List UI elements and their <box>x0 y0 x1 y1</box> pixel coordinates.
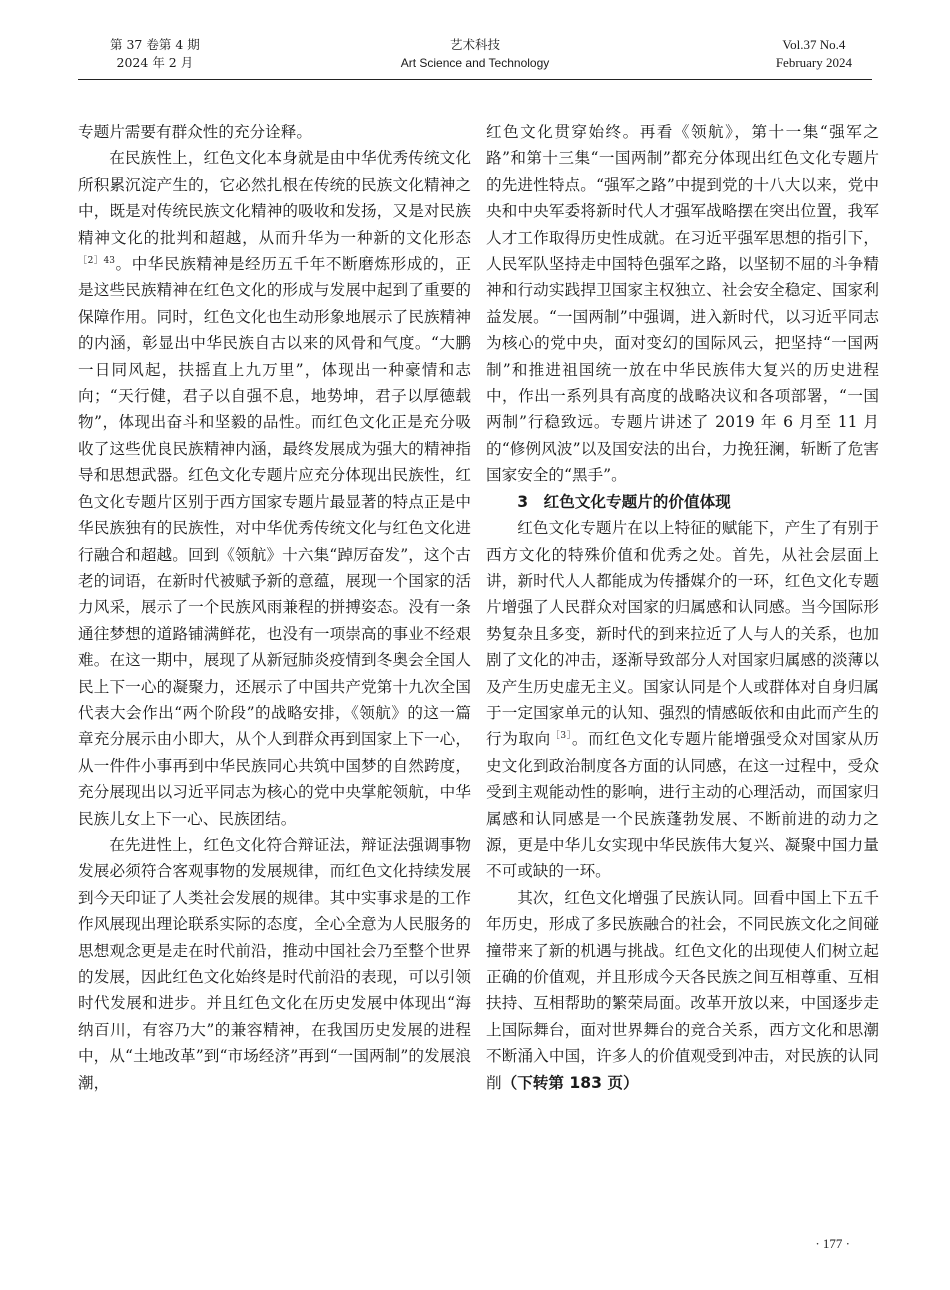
publish-date-en: February 2024 <box>775 55 852 70</box>
issue-info-en <box>776 36 852 72</box>
left-column <box>78 119 471 1096</box>
citation-ref: ［2］43 <box>78 255 115 266</box>
volume-issue: 第 37 卷第 4 期 <box>110 37 200 52</box>
publish-date-cn: 2024 年 2 月 <box>116 55 194 70</box>
journal-title-cn: 艺术科技 <box>449 37 500 52</box>
paragraph-national-identity <box>486 885 879 1096</box>
section-heading: 3 红色文化专题片的价值体现 <box>517 492 731 511</box>
paragraph-advanced-nature: 在先进性上，红色文化符合辩证法，辩证法强调事物发展必须符合客观事物的发展规律，而红色文化持续发展到今天印证了人类社会发展的规律。其中实事求是的工作作风展现出理论联系实际的态度，全心全意为人民服务的思想观念更是走在时代前沿，推动中国社会乃至整个世界的发展，因此红色文化始终是时代前沿的表现，可以引领时代发展和进步。并且红色文化在历史发展中体现出“海纳百川，有容乃大”的兼容精神，在我国历史发展的进程中，从“土地改革”到“市场经济”再到“一国两制”的发展浪潮， <box>78 835 471 1092</box>
journal-title <box>78 36 872 72</box>
paragraph: 专题片需要有群众性的充分诠释。 <box>78 123 312 141</box>
journal-title-en: Art Science and Technology <box>400 56 550 70</box>
continuation-note: （下转第 183 页） <box>501 1073 639 1092</box>
paragraph-text: 。而红色文化专题片能增强受众对国家从历史文化到政治制度各方面的认同感，在这一过程中，受众受到主观能动性的影响，进行主动的心理活动，而国家归属感和认同感是一个民族蓬勃发展、不断前进的动力之源，更是中华儿女实现中华民族伟大复兴、凝聚中国力量不可或缺的一环。 <box>486 730 879 881</box>
page-number: · 177 · <box>815 1236 850 1251</box>
right-column <box>486 119 879 1096</box>
paragraph-text: 在民族性上，红色文化本身就是由中华优秀传统文化所积累沉淀产生的，它必然扎根在传统的民族文化精神之中，既是对传统民族文化精神的吸收和发扬，又是对民族精神文化的批判和超越，从而升华为一种新的文化形态 <box>78 149 471 247</box>
paragraph-text: 其次，红色文化增强了民族认同。回看中国上下五千年历史，形成了多民族融合的社会，不同民族文化之间碰撞带来了新的机遇与挑战。红色文化的出现使人们树立起正确的价值观，并且形成今天各民族之间互相尊重、互相扶持、互相帮助的繁荣局面。改革开放以来，中国逐步走上国际舞台，面对世界舞台的竞合关系，西方文化和思潮不断涌入中国，许多人的价值观受到冲击，对民族的认同削 <box>486 888 879 1092</box>
header-rule <box>78 79 872 80</box>
citation-ref: ［3］ <box>550 731 572 742</box>
paragraph-text: 红色文化专题片在以上特征的赋能下，产生了有别于西方文化的特殊价值和优秀之处。首先，从社会层面上讲，新时代人人都能成为传播媒介的一环，红色文化专题片增强了人民群众对国家的归属感和认同感。当今国际形势复杂且多变，新时代的到来拉近了人与人的关系，也加剧了文化的冲击，逐渐导致部分人对国家归属感的淡薄以及产生历史虚无主义。国家认同是个人或群体对自身归属于一定国家单元的认知、强烈的情感皈依和由此而产生的行为取向 <box>486 519 879 749</box>
paragraph-text: 。中华民族精神是经历五千年不断磨炼形成的，正是这些民族精神在红色文化的形成与发展中起到了重要的保障作用。同时，红色文化也生动形象地展示了民族精神的内涵，彰显出中华民族自古以来的风骨和气度。“大鹏一日同风起，扶摇直上九万里”，体现出一种豪情和志向；“天行健，君子以自强不息，地势坤，君子以厚德载物”，体现出奋斗和坚毅的品性。而红色文化正是充分吸收了这些优良民族精神内涵，最终发展成为强大的精神指导和思想武器。红色文化专题片应充分体现出民族性，红色文化专题片区别于西方国家专题片最显著的特点正是中华民族独有的民族性，对中华优秀传统文化与红色文化进行融合和超越。回到《领航》十六集“踔厉奋发”，这个古老的词语，在新时代被赋予新的意蕴，展现一个国家的活力风采，展示了一个民族风雨兼程的拼搏姿态。没有一条通往梦想的道路铺满鲜花，也没有一项崇高的事业不经艰难。在这一期中，展现了从新冠肺炎疫情到冬奥会全国人民上下一心的凝聚力，还展示了中国共产党第十九次全国代表大会作出“两个阶段”的战略安排，《领航》的这一篇章充分展示由小即大，从个人到群众再到国家上下一心，从一件件小事再到中华民族同心共筑中国梦的自然跨度，充分展现出以习近平同志为核心的党中央掌舵领航，中华民族儿女上下一心、民族团结。 <box>78 255 471 828</box>
paragraph: 红色文化贯穿始终。再看《领航》，第十一集“强军之路”和第十三集“一国两制”都充分体现出红色文化专题片的先进性特点。“强军之路”中提到党的十八大以来，党中央和中央军委将新时代人才强军战略摆在突出位置，我军人才工作取得历史性成就。在习近平强军思想的指引下，人民军队坚持走中国特色强军之路，以坚韧不屈的斗争精神和行动实践捍卫国家主权独立、社会安全稳定、国家利益发展。“一国两制”中强调，进入新时代，以习近平同志为核心的党中央，面对变幻的国际风云，把坚持“一国两制”和推进祖国统一放在中华民族伟大复兴的历史进程中，作出一系列具有高度的战略决议和各项部署，“一国两制”行稳致远。专题片讲述了 2019 年 6 月至 11 月的“修例风波”以及国安法的出台，力挽狂澜，斩断了危害国家安全的“黑手”。 <box>486 123 879 485</box>
paragraph-social-value <box>486 515 879 885</box>
paragraph-national-character <box>78 145 471 832</box>
volume-issue-en: Vol.37 No.4 <box>782 37 846 52</box>
journal-header <box>78 36 872 80</box>
